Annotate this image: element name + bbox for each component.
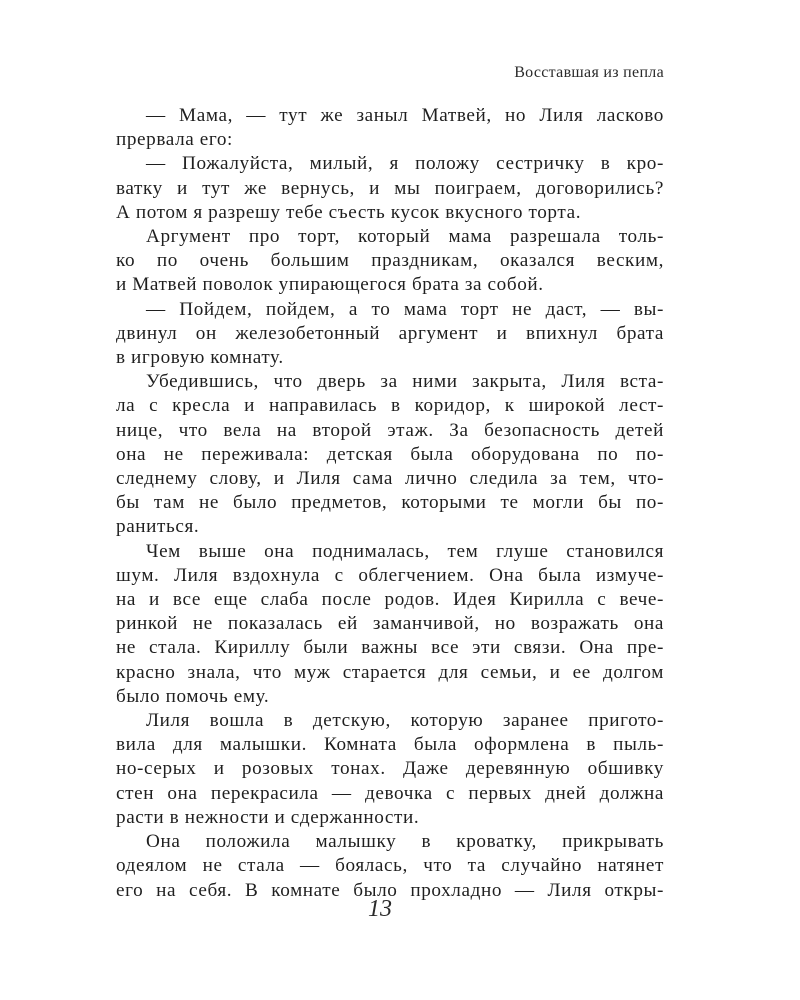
paragraph	[116, 152, 664, 225]
paragraph	[116, 709, 664, 830]
text-line: нице, что вела на второй этаж. За безопасность детей	[116, 419, 664, 441]
text-line: — Пожалуйста, милый, я положу сестричку в кро-	[146, 153, 664, 175]
page-number: 13	[368, 896, 392, 922]
text-line: — Мама, — тут же заныл Матвей, но Лиля ласково	[146, 105, 664, 126]
text-line: на и все еще слаба после родов. Идея Кирилла с вече-	[116, 589, 664, 611]
text-line: Лиля вошла в детскую, которую заранее пригото-	[146, 710, 664, 732]
text-line: стен она перекрасила — девочка с первых дней должна	[116, 782, 664, 804]
text-line: двинул он железобетонный аргумент и впихнул брата	[116, 322, 664, 344]
text-line: А потом я разрешу тебе съесть кусок вкусного торта.	[116, 201, 582, 223]
text-line: одеялом не стала — боялась, что та случайно натянет	[116, 855, 664, 877]
text-line: его на себя. В комнате было прохладно — Лиля откры-	[116, 879, 664, 901]
text-line: ко по очень большим праздникам, оказался веским,	[116, 250, 664, 272]
text-line: вила для малышки. Комната была оформлена в пыль-	[116, 734, 664, 756]
text-line: но-серых и розовых тонах. Даже деревянную обшивку	[116, 758, 664, 780]
text-line: Аргумент про торт, который мама разрешала толь-	[146, 226, 664, 248]
text-line: Она положила малышку в кроватку, прикрывать	[146, 831, 664, 853]
text-line: шум. Лиля вздохнула с облегчением. Она была измуче-	[116, 564, 664, 586]
text-line: ринкой не показалась ей заманчивой, но возражать она	[116, 613, 664, 635]
text-line: и Матвей поволок упирающегося брата за собой.	[116, 274, 544, 296]
paragraph	[116, 104, 664, 152]
text-line: в игровую комнату.	[116, 347, 284, 369]
text-line: следнему слову, и Лиля сама лично следила за тем, что-	[116, 468, 664, 490]
text-line: раниться.	[116, 516, 200, 538]
paragraph	[116, 830, 664, 903]
text-line: она не переживала: детская была оборудована по по-	[116, 443, 664, 465]
paragraph	[116, 540, 664, 709]
text-line: красно знала, что муж старается для семьи, и ее долгом	[116, 661, 664, 683]
text-line: ватку и тут же вернусь, и мы поиграем, договорились?	[116, 177, 664, 199]
paragraph	[116, 225, 664, 298]
running-head: Восставшая из пепла	[514, 64, 664, 81]
text-line: — Пойдем, пойдем, а то мама торт не даст, — вы-	[146, 298, 664, 320]
text-line: прервала его:	[116, 129, 233, 151]
text-line: Убедившись, что дверь за ними закрыта, Лиля вста-	[146, 371, 664, 393]
paragraph	[116, 370, 664, 539]
text-line: расти в нежности и сдержанности.	[116, 806, 420, 828]
text-line: бы там не было предметов, которыми те могли бы по-	[116, 492, 664, 514]
text-line: Чем выше она поднималась, тем глуше становился	[146, 540, 664, 562]
text-line: не стала. Кириллу были важны все эти связи. Она пре-	[116, 637, 664, 659]
paragraph	[116, 298, 664, 371]
text-line: было помочь ему.	[116, 685, 270, 707]
body-text	[116, 104, 664, 903]
text-line: ла с кресла и направилась в коридор, к широкой лест-	[116, 395, 664, 417]
